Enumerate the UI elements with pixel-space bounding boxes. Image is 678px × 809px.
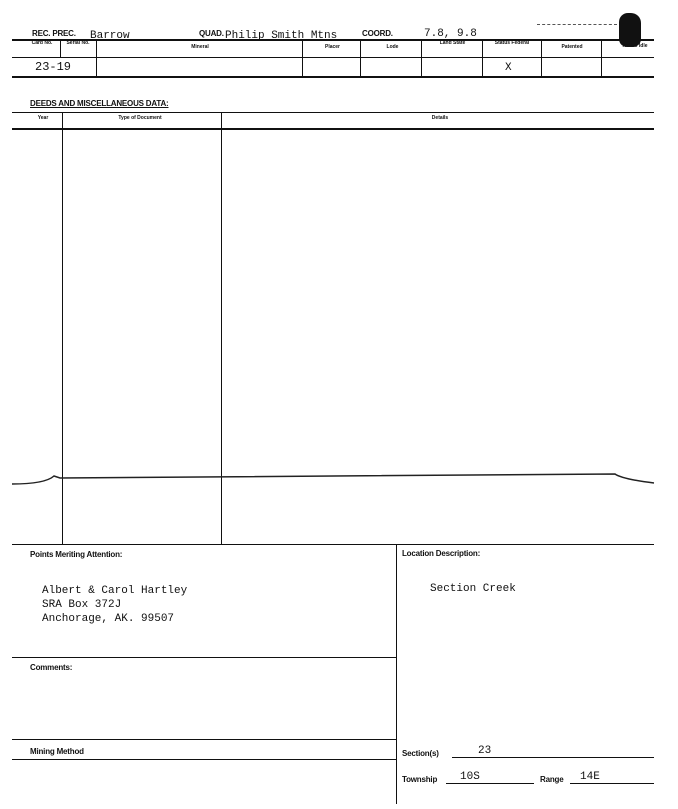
range-label: Range (540, 775, 564, 784)
location-value: Section Creek (430, 583, 516, 595)
section-label: Section(s) (402, 749, 439, 758)
col-status-federal: Status Federal (494, 40, 530, 46)
col-card-no: Card No. (31, 40, 53, 46)
header-top-rule (12, 39, 654, 41)
location-label: Location Description: (402, 549, 481, 558)
quad-value: Philip Smith Mtns (225, 30, 338, 42)
col-serial-no: Serial No. (66, 40, 90, 46)
card-no-value: 23-19 (35, 60, 72, 74)
deeds-col-details: Details (431, 115, 449, 121)
mining-bottom-rule (12, 759, 396, 760)
status-federal-value: X (505, 62, 512, 74)
points-line-3: Anchorage, AK. 99507 (42, 613, 175, 625)
rec-prec-value: Barrow (90, 30, 130, 42)
header-bottom-rule (12, 76, 654, 78)
deeds-header-rule (12, 128, 654, 130)
mining-label: Mining Method (30, 747, 84, 756)
section-value: 23 (478, 745, 492, 757)
range-value: 14E (580, 771, 600, 783)
mining-rule (12, 739, 396, 740)
col-lode: Lode (386, 44, 399, 50)
township-value: 10S (460, 771, 480, 783)
fold-line (0, 470, 678, 490)
coord-label: COORD. (362, 29, 393, 38)
comments-label: Comments: (30, 663, 73, 672)
range-underline (570, 783, 654, 784)
col-divider-8 (601, 40, 602, 76)
deeds-title: DEEDS AND MISCELLANEOUS DATA: (30, 99, 169, 108)
col-patented: Patented (561, 44, 583, 50)
points-line-2: SRA Box 372J (42, 599, 122, 611)
section-underline (452, 757, 654, 758)
coord-value: 7.8, 9.8 (424, 28, 477, 40)
col-land-state: Land State (439, 40, 466, 46)
deeds-col-year: Year (37, 115, 49, 121)
points-label: Points Meriting Attention: (30, 550, 123, 559)
col-divider-1 (60, 40, 61, 57)
col-divider-3 (302, 40, 303, 76)
quad-label: QUAD. (199, 29, 224, 38)
header-dash-line (537, 24, 617, 25)
township-label: Township (402, 775, 438, 784)
corner-blot (619, 13, 641, 47)
col-divider-7 (541, 40, 542, 76)
col-mineral: Mineral (191, 44, 209, 50)
col-divider-4 (360, 40, 361, 76)
points-line-1: Albert & Carol Hartley (42, 585, 188, 597)
col-active-idle: Active Idle (622, 43, 648, 49)
rec-prec-label: REC. PREC. (32, 29, 76, 38)
bottom-divider (396, 544, 397, 804)
col-placer: Placer (324, 44, 340, 50)
township-underline (446, 783, 534, 784)
col-divider-2 (96, 40, 97, 76)
header-mid-rule (12, 57, 654, 58)
comments-rule (12, 657, 396, 658)
bottom-section-rule (12, 544, 654, 545)
deeds-top-rule (12, 112, 654, 113)
col-divider-5 (421, 40, 422, 76)
deeds-col-type: Type of Document (118, 115, 162, 121)
col-divider-6 (482, 40, 483, 76)
